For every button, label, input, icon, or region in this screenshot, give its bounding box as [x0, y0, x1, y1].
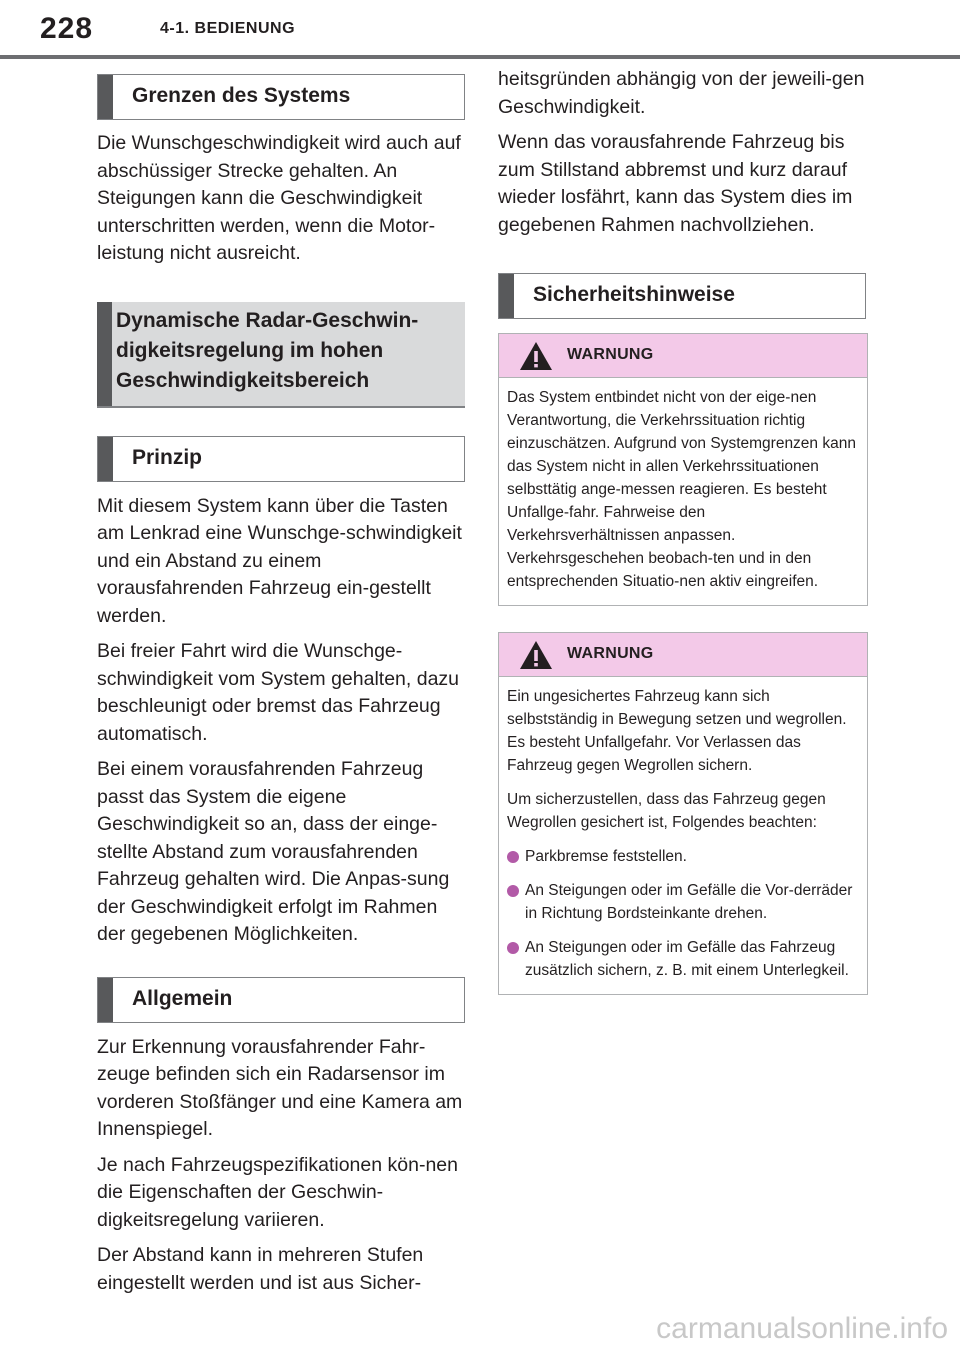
principle-paragraph-3: Bei einem vorausfahrenden Fahrzeug passt das System die eigene Geschwindigkeit so an, dass der einge-stellte Abstand zum vorausfahrenden Fahrzeug gehalten wird. Die Anpas-sung der Geschwindigkeit erfolgt im Rahmen der gegebenen Möglichkeiten. — [97, 758, 450, 945]
warning-body — [499, 677, 867, 994]
heading-bar — [98, 437, 113, 481]
heading-dynamic — [97, 302, 465, 408]
list-item-text: An Steigungen oder im Gefälle das Fahrzeug zusätzlich sichern, z. B. mit einem Unterlegkeil. — [525, 939, 849, 979]
right-column — [498, 66, 868, 995]
page-number: 228 — [40, 12, 94, 45]
principle-paragraph-2: Bei freier Fahrt wird die Wunschge-schwindigkeit vom System gehalten, dazu beschleunigt oder bremst das Fahrzeug automatisch. — [97, 640, 460, 745]
heading-bar — [97, 302, 112, 406]
heading-limits-title: Grenzen des Systems — [132, 84, 351, 107]
bullet-icon — [507, 942, 519, 954]
heading-general-title: Allgemein — [132, 986, 233, 1010]
warning-triangle-icon — [519, 341, 553, 371]
continued-paragraph-1: heitsgründen abhängig von der jeweili-gen Geschwindigkeit. — [498, 68, 865, 118]
left-column — [97, 74, 465, 1297]
general-paragraph-2: Je nach Fahrzeugspezifikationen kön-nen die Eigenschaften der Geschwin-digkeitsregelung variieren. — [97, 1153, 458, 1231]
limits-paragraph: Die Wunschgeschwindigkeit wird auch auf abschüssiger Strecke gehalten. An Steigungen kann die Geschwindigkeit unterschritten werden, wenn die Motor-leistung nicht ausreicht. — [97, 132, 461, 264]
heading-safety-title: Sicherheitshinweise — [533, 283, 735, 306]
heading-principle-title: Prinzip — [132, 445, 203, 469]
warning-header — [499, 334, 867, 378]
continued-paragraph-2: Wenn das vorausfahrende Fahrzeug bis zum Stillstand abbremst und kurz darauf wieder losfährt, kann das System dies im gegebenen Rahmen nachvollziehen. — [498, 131, 853, 236]
heading-dynamic-title: Dynamische Radar-Geschwin-digkeitsregelung im hohen Geschwindigkeitsbereich — [116, 308, 419, 392]
warning-title: WARNUNG — [567, 346, 654, 363]
principle-paragraph-1: Mit diesem System kann über die Tasten am Lenkrad eine Wunschge-schwindigkeit und ein Abstand zu einem vorausfahrenden Fahrzeug ein-gestellt werden. — [97, 494, 462, 627]
section-title: 4-1. BEDIENUNG — [160, 20, 296, 37]
heading-principle — [97, 436, 465, 482]
bullet-icon — [507, 851, 519, 863]
list-item — [507, 879, 857, 925]
heading-limits — [97, 74, 465, 120]
warning-box-2 — [498, 632, 868, 995]
warning-text-1: Ein ungesichertes Fahrzeug kann sich selbstständig in Bewegung setzen und wegrollen. Es besteht Unfallgefahr. Vor Verlassen das Fahrzeug gegen Wegrollen sichern. — [507, 688, 847, 774]
warning-header — [499, 633, 867, 677]
heading-safety — [498, 273, 866, 319]
warning-triangle-icon — [519, 640, 553, 670]
warning-body — [499, 378, 867, 605]
general-paragraph-3: Der Abstand kann in mehreren Stufen eingestellt werden und ist aus Sicher- — [97, 1244, 424, 1294]
warning-title: WARNUNG — [567, 645, 654, 662]
list-item-text: An Steigungen oder im Gefälle die Vor-derräder in Richtung Bordsteinkante drehen. — [525, 882, 853, 922]
heading-bar — [98, 75, 113, 119]
list-item — [507, 936, 857, 982]
header-divider — [0, 55, 960, 59]
list-item — [507, 845, 857, 868]
warning-box-1 — [498, 333, 868, 606]
heading-bar — [499, 274, 514, 318]
page-header — [0, 0, 960, 62]
list-item-text: Parkbremse feststellen. — [525, 848, 687, 865]
heading-bar — [98, 978, 113, 1022]
watermark-link[interactable]: carmanualsonline.info — [656, 1312, 948, 1345]
bullet-icon — [507, 885, 519, 897]
warning-text: Das System entbindet nicht von der eige-nen Verantwortung, die Verkehrssituation richtig einzuschätzen. Aufgrund von Systemgrenzen kann das System nicht in allen Verkehrssituationen selbsttätig ange-messen reagieren. Es besteht Unfallge-fahr. Fahrweise den Verkehrsverhältnissen anpassen. Verkehrsgeschehen beobach-ten und in den entsprechenden Situatio-nen aktiv eingreifen. — [507, 389, 856, 590]
general-paragraph-1: Zur Erkennung vorausfahrender Fahr-zeuge befinden sich ein Radarsensor im vorderen Stoßfänger und eine Kamera am Innenspiegel. — [97, 1035, 463, 1140]
warning-text-2: Um sicherzustellen, dass das Fahrzeug gegen Wegrollen gesichert ist, Folgendes beachten: — [507, 791, 826, 831]
heading-general — [97, 977, 465, 1023]
